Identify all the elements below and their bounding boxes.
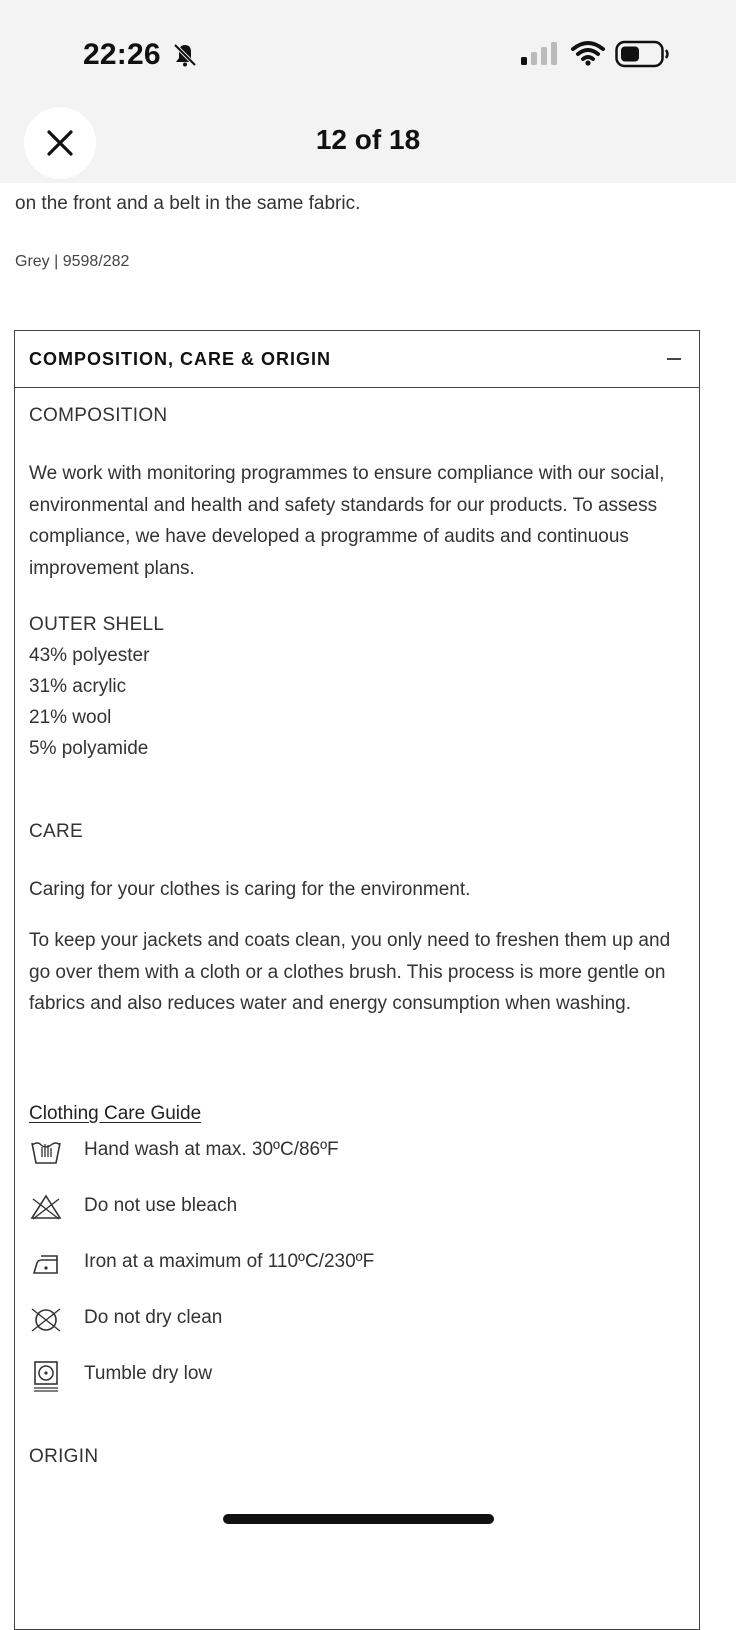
care-instruction — [29, 1247, 669, 1277]
care-instruction-text: Tumble dry low — [84, 1363, 213, 1384]
material-item: 5% polyamide — [29, 738, 149, 759]
care-instruction — [29, 1359, 669, 1389]
collapse-icon[interactable] — [667, 358, 681, 360]
product-description: on the front and a belt in the same fabric. — [15, 193, 361, 214]
battery-icon — [615, 40, 671, 68]
top-bar — [0, 0, 736, 183]
care-instruction — [29, 1191, 669, 1221]
no-bleach-icon — [29, 1191, 63, 1225]
care-instruction-text: Hand wash at max. 30ºC/86ºF — [84, 1139, 339, 1160]
care-instruction-text: Iron at a maximum of 110ºC/230ºF — [84, 1251, 375, 1272]
cellular-signal-icon — [521, 42, 559, 66]
care-body: To keep your jackets and coats clean, you only need to freshen them up and go over them with a cloth or a clothes brush. This process is more gentle on fabrics and also reduces water and energy consumption when washing. — [29, 930, 671, 1014]
image-counter: 12 of 18 — [315, 124, 421, 155]
home-indicator[interactable] — [223, 1514, 494, 1524]
care-instruction-text: Do not use bleach — [84, 1195, 238, 1216]
material-item: 21% wool — [29, 707, 112, 728]
composition-body: We work with monitoring programmes to ensure compliance with our social, environmental and health and safety standards for our products. To assess compliance, we have developed a programme of audits and continuous improvement plans. — [29, 463, 665, 579]
outer-shell-heading: OUTER SHELL — [29, 614, 165, 635]
silent-bell-icon — [172, 42, 198, 68]
panel-title: COMPOSITION, CARE & ORIGIN — [29, 349, 332, 369]
care-instruction — [29, 1303, 669, 1333]
material-item: 43% polyester — [29, 645, 150, 666]
iron-icon — [29, 1247, 63, 1281]
origin-heading: ORIGIN — [29, 1446, 99, 1467]
wifi-icon — [571, 40, 605, 66]
status-time: 22:26 — [83, 38, 161, 71]
composition-heading: COMPOSITION — [29, 405, 168, 426]
care-heading: CARE — [29, 821, 83, 842]
panel-header[interactable] — [15, 331, 699, 388]
no-dry-clean-icon — [29, 1303, 63, 1337]
hand-wash-icon — [29, 1135, 63, 1169]
material-item: 31% acrylic — [29, 676, 127, 697]
clothing-care-guide-link[interactable]: Clothing Care Guide — [29, 1103, 202, 1124]
tumble-dry-low-icon — [29, 1359, 63, 1393]
care-intro: Caring for your clothes is caring for the environment. — [29, 879, 471, 900]
care-instruction — [29, 1135, 669, 1165]
composition-care-origin-panel — [14, 330, 700, 1630]
care-instruction-text: Do not dry clean — [84, 1307, 223, 1328]
color-reference: Grey | 9598/282 — [15, 253, 130, 270]
